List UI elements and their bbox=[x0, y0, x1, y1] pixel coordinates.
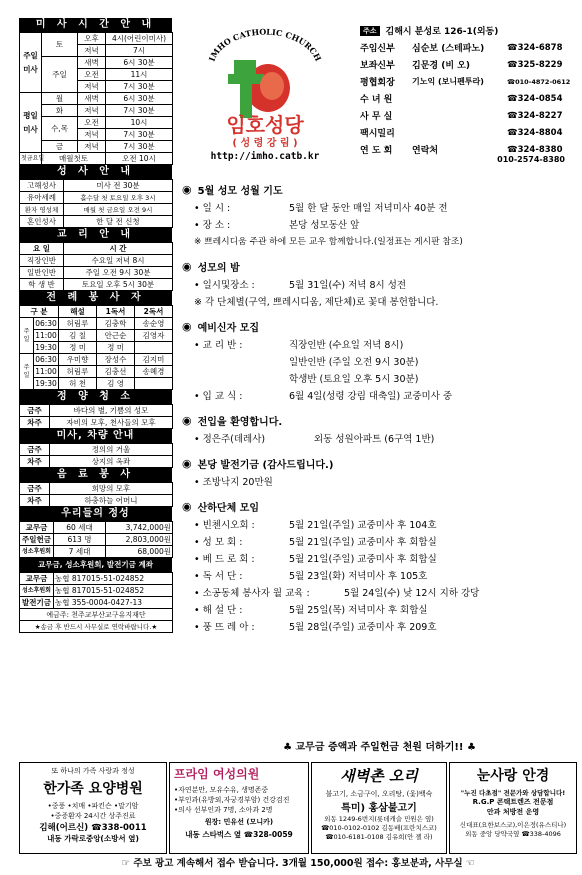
mass-day: 화 bbox=[42, 105, 78, 117]
mass-time: 7시 bbox=[106, 45, 173, 57]
liturgy-cell: 김영자 bbox=[135, 330, 173, 342]
mass-slot: 새벽 bbox=[78, 57, 106, 69]
liturgy-group: 주일 bbox=[20, 318, 34, 354]
mass-time: 6시 30분 bbox=[106, 57, 173, 69]
notice-key: • 입 교 식 : bbox=[194, 390, 243, 402]
week-label: 금주 bbox=[20, 405, 50, 417]
catechism-head: 요 일 bbox=[20, 243, 64, 255]
catechism-title: 교 리 안 내 bbox=[19, 228, 172, 242]
liturgy-time: 06:30 bbox=[35, 354, 57, 364]
catechism-time: 주일 오전 9시 30분 bbox=[64, 267, 173, 279]
contact-phone: ☎324-8804 bbox=[507, 127, 563, 138]
ad-title: 눈사랑 안경 bbox=[476, 768, 550, 784]
footer-notice: ☞ 주보 광고 계속해서 접수 받습니다. 3개월 150,000원 접수: 홍보분과, 사무실 ☜ bbox=[121, 858, 475, 869]
contact-role: 보좌신부 bbox=[360, 61, 395, 71]
liturgy-time: 19:30 bbox=[35, 378, 57, 388]
sacrament-info: 미사 전 30분 bbox=[64, 180, 173, 192]
notice-key: • 성 모 회 : bbox=[194, 536, 243, 548]
catechism-time: 수요일 저녁 8시 bbox=[64, 255, 173, 267]
ad-nursing-hospital[interactable] bbox=[19, 762, 167, 854]
first-fri-time: 오전 10시 bbox=[106, 153, 173, 165]
notice-key: • 독 서 단 : bbox=[194, 570, 243, 582]
liturgy-cell: 김지미 bbox=[135, 354, 173, 366]
mass-time: 7시 30분 bbox=[106, 105, 173, 117]
catechism bbox=[19, 228, 172, 291]
ad-line: 불고기, 소금구이, 오리탕, (옻)백숙 bbox=[325, 790, 433, 798]
liturgy-cell: 허림루 bbox=[59, 318, 97, 330]
contact-phone: ☎010-4872-0612 bbox=[507, 77, 571, 86]
ad-womens-clinic[interactable] bbox=[169, 762, 309, 854]
mass-time: 7시 30분 bbox=[106, 129, 173, 141]
mass-day: 주일 bbox=[42, 57, 78, 93]
notice-block bbox=[182, 180, 577, 249]
liturgy-cell: 정 미 bbox=[59, 342, 97, 354]
church-url: http://imho.catb.kr bbox=[210, 151, 320, 162]
contact-phone: ☎324-0854 bbox=[507, 93, 563, 104]
account-number: 농협 817015-51-024852 bbox=[54, 585, 173, 597]
notice-key: • 일시및장소 : bbox=[194, 279, 255, 291]
ad-line: •중풍 •치매 •파킨슨 •말기암 bbox=[47, 802, 139, 810]
liturgy-cell bbox=[135, 378, 173, 390]
mass-time: 10시 bbox=[106, 117, 173, 129]
church-name-ko: 임호성당 bbox=[226, 113, 304, 137]
notice-value: 5월 21일(주일) 교중미사 후 회합실 bbox=[289, 553, 437, 565]
ad-line: 내동 가락로중앙(소방서 옆) bbox=[47, 834, 139, 843]
notice-value: 5월 21일(주일) 교중미사 후 회합실 bbox=[289, 536, 437, 548]
cleaning-table bbox=[19, 404, 173, 429]
notice-block bbox=[182, 497, 577, 634]
contact-name: 연락처 bbox=[412, 146, 439, 156]
bullet-icon: ◉ bbox=[182, 182, 192, 196]
church-subtitle: ( 성 령 강 림 ) bbox=[232, 138, 298, 149]
mass-schedule bbox=[19, 18, 172, 165]
notice-value: 5월 24일(수) 낮 12시 지하 강당 bbox=[344, 587, 480, 599]
mass-slot: 저녁 bbox=[78, 141, 106, 153]
bank-accounts bbox=[19, 558, 172, 633]
offering-amount: 3,742,000원 bbox=[106, 522, 173, 534]
liturgy-cell: 송순영 bbox=[135, 318, 173, 330]
offerings-table bbox=[19, 521, 173, 558]
notice-title: 5월 성모 성월 기도 bbox=[197, 185, 283, 197]
notice-key: • 교 리 반 : bbox=[194, 339, 243, 351]
mass-day: 토 bbox=[42, 33, 78, 57]
offering-type: 주일헌금 bbox=[20, 534, 54, 546]
mass-time: 6시 30분 bbox=[106, 93, 173, 105]
notice-value: 5월 21일(주일) 교중미사 후 104호 bbox=[289, 519, 437, 531]
liturgy-cell: 우미향 bbox=[59, 354, 97, 366]
notice-key: • 일 시 : bbox=[194, 202, 231, 214]
first-fri-label: 첫금요일 bbox=[20, 153, 42, 165]
liturgy-cell: 정 미 bbox=[97, 342, 135, 354]
offering-count: 60 세대 bbox=[54, 522, 106, 534]
accounts-title: 교무금, 성소후원회, 발전기금 계좌 bbox=[19, 558, 172, 572]
notice-value: 5월 23일(화) 저녁미사 후 105호 bbox=[289, 570, 428, 582]
sunday-mass-label: 주일미사 bbox=[20, 33, 42, 93]
liturgy-table bbox=[19, 305, 173, 390]
notice-key: • 해 설 단 : bbox=[194, 604, 243, 616]
contact-phone: ☎324-8380 bbox=[507, 144, 563, 155]
offering-amount: 2,803,000원 bbox=[106, 534, 173, 546]
offering-count: 613 명 bbox=[54, 534, 106, 546]
mass-time: 4시(어린이미사) bbox=[106, 33, 173, 45]
contact-name: 기노익 (보니펜투라) bbox=[412, 77, 484, 86]
duty-group: 상지의 옥좌 bbox=[50, 456, 173, 468]
cleaning-duty bbox=[19, 390, 172, 429]
ad-phone: ☎010-6181-0108 김유희(안 젤 라) bbox=[325, 833, 433, 841]
offering-type: 성소후원회 bbox=[20, 546, 54, 558]
contact-phone: ☎325-8229 bbox=[507, 59, 563, 70]
sacraments-title: 성 사 안 내 bbox=[19, 165, 172, 179]
notice-key: • 소공동체 봉사자 월 교육 : bbox=[194, 587, 310, 599]
ad-line: •자연분만, 모유수유, 생명존중 bbox=[174, 786, 269, 794]
mass-time: 11시 bbox=[106, 69, 173, 81]
sacraments bbox=[19, 165, 172, 228]
ad-line: 안과 처방전 운영 bbox=[486, 808, 540, 816]
sacrament-info: 한 달 전 신청 bbox=[64, 216, 173, 228]
contact-role: 사 무 실 bbox=[360, 112, 393, 122]
mass-slot: 저녁 bbox=[78, 105, 106, 117]
vehicle-title: 미사, 차량 안내 bbox=[19, 429, 172, 443]
bullet-icon: ◉ bbox=[182, 319, 192, 333]
contact-role: 팩시밀리 bbox=[360, 129, 395, 139]
notice-key: • 빈첸시오회 : bbox=[194, 519, 255, 531]
liturgy-time: 06:30 bbox=[35, 318, 57, 328]
contact-phone-extra: 010-2574-8380 bbox=[497, 155, 565, 164]
mass-slot: 새벽 bbox=[78, 93, 106, 105]
notice-key: • 조방낙지 20만원 bbox=[194, 476, 273, 488]
notice-key: • 정은주(데레사) bbox=[194, 433, 266, 445]
liturgy-head: 구 분 bbox=[20, 306, 59, 318]
liturgy-group: 주일 bbox=[20, 354, 34, 390]
mass-table bbox=[19, 32, 173, 165]
notice-value: 외동 성원아파트 (6구역 1반) bbox=[314, 433, 435, 445]
notice-block bbox=[182, 454, 577, 489]
accounts-table bbox=[19, 572, 173, 633]
liturgy-cell: 허림루 bbox=[59, 366, 97, 378]
vehicle-table bbox=[19, 443, 173, 468]
liturgy-cell: 김충선 bbox=[97, 366, 135, 378]
catechism-time: 토요일 오후 5시 30분 bbox=[64, 279, 173, 291]
notice-value: 5월 25일(목) 저녁미사 후 회합실 bbox=[289, 604, 428, 616]
sacrament-info: 홀수달 첫 토요일 오후 3시 bbox=[64, 192, 173, 204]
catechism-class: 일반인반 bbox=[20, 267, 64, 279]
bullet-icon: ◉ bbox=[182, 413, 192, 427]
ad-line: 특미) 홍삼불고기 bbox=[341, 803, 417, 814]
notice-title: 산하단체 모임 bbox=[197, 502, 260, 514]
mass-slot: 오전 bbox=[78, 117, 106, 129]
account-number: 농협 817015-51-024852 bbox=[54, 573, 173, 585]
sacrament-name: 유아세례 bbox=[20, 192, 64, 204]
ad-line: 신대표(요한보스코),이은정(유스티나) bbox=[459, 821, 567, 829]
liturgy-time: 11:00 bbox=[35, 330, 57, 340]
liturgy-head: 2독서 bbox=[135, 306, 173, 318]
liturgy-time: 19:30 bbox=[35, 342, 57, 352]
mass-slot: 저녁 bbox=[78, 81, 106, 93]
sacrament-name: 환자 영성체 bbox=[20, 204, 64, 216]
mass-slot: 저녁 bbox=[78, 129, 106, 141]
duty-group: 자비의 모후, 천사들의 모후 bbox=[50, 417, 173, 429]
contact-role: 수 녀 원 bbox=[360, 95, 393, 105]
ad-line: 또 하나의 가족 사랑과 정성 bbox=[51, 767, 135, 775]
sacraments-table bbox=[19, 179, 173, 228]
notice-block bbox=[182, 257, 577, 309]
mass-slot: 오후 bbox=[78, 33, 106, 45]
mass-slot: 저녁 bbox=[78, 45, 106, 57]
drink-service bbox=[19, 468, 172, 507]
duty-group: 하충하늘 어머니 bbox=[50, 495, 173, 507]
contact-phone: ☎324-8227 bbox=[507, 110, 563, 121]
notice-block bbox=[182, 411, 577, 446]
address: 김해시 분성로 126-1(외동) bbox=[385, 27, 499, 37]
ad-line: 외동 1249-6번지(롯데캐슬 민원은 옆) bbox=[324, 815, 434, 823]
left-column bbox=[19, 18, 172, 633]
cleaning-title: 정 양 청 소 bbox=[19, 390, 172, 404]
account-number: 농협 355-0004-0427-13 bbox=[54, 597, 173, 609]
ad-line: 원장: 민유선 (모니카) bbox=[204, 818, 274, 826]
liturgy-cell: 안근순 bbox=[97, 330, 135, 342]
notice-value: 학생반 (토요일 오후 5시 30분) bbox=[289, 373, 419, 385]
first-fri-slot: 매월첫토 bbox=[42, 153, 106, 165]
bullet-icon: ◉ bbox=[182, 259, 192, 273]
week-label: 금주 bbox=[20, 483, 50, 495]
catechism-table bbox=[19, 242, 173, 291]
notice-title: 전입을 환영합니다. bbox=[197, 416, 283, 428]
ad-title: 한가족 요양병원 bbox=[43, 781, 143, 797]
drink-title: 음 료 봉 사 bbox=[19, 468, 172, 482]
contact-name: 심순보 (스테파노) bbox=[412, 44, 485, 54]
ad-phone: 외동 중앙 당약국옆 ☎338-4096 bbox=[465, 830, 561, 838]
address-badge: 주소 bbox=[360, 26, 380, 36]
liturgy-head: 해설 bbox=[59, 306, 97, 318]
mass-day: 수,목 bbox=[42, 117, 78, 141]
duty-group: 희망의 모후 bbox=[50, 483, 173, 495]
liturgy-servers bbox=[19, 291, 172, 390]
contact-block bbox=[360, 22, 575, 164]
week-label: 차주 bbox=[20, 495, 50, 507]
church-logo bbox=[200, 22, 330, 162]
church-emblem bbox=[200, 22, 330, 162]
account-type: 발전기금 bbox=[20, 597, 54, 609]
ad-phone: ☎010-0102-0102 김동배(프란치스코) bbox=[321, 824, 437, 832]
ad-line: R.G.P 콘택트렌즈 전문점 bbox=[472, 798, 554, 806]
offerings bbox=[19, 507, 172, 558]
account-type: 교무금 bbox=[20, 573, 54, 585]
liturgy-cell: 김충학 bbox=[97, 318, 135, 330]
mass-schedule-title: 미 사 시 간 안 내 bbox=[19, 18, 172, 32]
ad-line: "누진 다초점" 전문가와 상담합니다! bbox=[460, 789, 566, 797]
liturgy-cell bbox=[135, 342, 173, 354]
contact-phone: ☎324-6878 bbox=[507, 42, 563, 53]
liturgy-cell: 김 영 bbox=[97, 378, 135, 390]
svg-text:IMHO CATHOLIC CHURCH bbox=[206, 27, 323, 64]
ad-line: •부인과(유방외,자궁경부암) 건강검진 bbox=[174, 796, 290, 804]
contact-role: 평협회장 bbox=[360, 78, 395, 88]
contact-role: 연 도 회 bbox=[360, 146, 393, 156]
notice-value: 5월 28일(주일) 교중미사 후 209호 bbox=[289, 621, 437, 633]
liturgy-cell: 허 천 bbox=[59, 378, 97, 390]
offering-count: 7 세대 bbox=[54, 546, 106, 558]
liturgy-cell: 송혜경 bbox=[135, 366, 173, 378]
notices bbox=[182, 180, 577, 642]
contact-role: 주임신부 bbox=[360, 44, 395, 54]
liturgy-title: 전 례 봉 사 자 bbox=[19, 291, 172, 305]
account-note: ★송금 후 반드시 사무실로 연락바랍니다.★ bbox=[20, 621, 173, 633]
ad-line: •의사 선부인과 7명, 소아과 2명 bbox=[174, 806, 273, 814]
bullet-icon: ◉ bbox=[182, 499, 192, 513]
notice-value: 6월 4일(성령 강림 대축일) 교중미사 중 bbox=[289, 390, 453, 402]
drink-table bbox=[19, 482, 173, 507]
duty-group: 정의의 거울 bbox=[50, 444, 173, 456]
notice-key: • 풍 뜨 레 아 : bbox=[194, 621, 255, 633]
notice-title: 예비신자 모집 bbox=[197, 322, 260, 334]
liturgy-time: 11:00 bbox=[35, 366, 57, 376]
notice-value: 5월 31일(수) 저녁 8시 성전 bbox=[289, 279, 407, 291]
church-name-en: IMHO CATHOLIC CHURCH bbox=[206, 26, 324, 63]
catechism-class: 직장인반 bbox=[20, 255, 64, 267]
account-type: 성소후원회 bbox=[20, 585, 54, 597]
bullet-icon: ◉ bbox=[182, 456, 192, 470]
vehicle-guide bbox=[19, 429, 172, 468]
liturgy-head: 1독서 bbox=[97, 306, 135, 318]
notice-key: • 베 드 로 회 : bbox=[194, 553, 255, 565]
ad-phone: 김해(어르신) ☎338-0011 bbox=[39, 823, 147, 833]
sacrament-name: 혼인성사 bbox=[20, 216, 64, 228]
offering-amount: 68,000원 bbox=[106, 546, 173, 558]
liturgy-cell: 장성수 bbox=[97, 354, 135, 366]
duty-group: 바다의 별, 기쁨의 성모 bbox=[50, 405, 173, 417]
notice-value: 일반인반 (주일 오전 9시 30분) bbox=[289, 356, 419, 368]
mass-day: 월 bbox=[42, 93, 78, 105]
account-holder: 예금주: 천주교부산교구유지재단 bbox=[20, 609, 173, 621]
week-label: 차주 bbox=[20, 417, 50, 429]
mass-time: 7시 30분 bbox=[106, 141, 173, 153]
ad-title: 새벽촌 오리 bbox=[340, 767, 418, 785]
liturgy-cell: 김 칠 bbox=[59, 330, 97, 342]
ad-optical-shop[interactable] bbox=[449, 762, 577, 854]
notice-value: 5월 한 달 동안 매일 저녁미사 40분 전 bbox=[289, 202, 448, 214]
mass-slot: 오전 bbox=[78, 69, 106, 81]
weekday-mass-label: 평일미사 bbox=[20, 93, 42, 153]
ad-duck-restaurant[interactable] bbox=[311, 762, 447, 854]
notice-value: ※ 각 단체별(구역, 쁘레시디움, 제단체)로 꽃대 봉헌합니다. bbox=[194, 296, 439, 308]
mass-day: 금 bbox=[42, 141, 78, 153]
notice-value: 직장인반 (수요일 저녁 8시) bbox=[289, 339, 404, 351]
notice-value: 본당 성모동산 앞 bbox=[289, 219, 360, 231]
week-label: 차주 bbox=[20, 456, 50, 468]
ads-area bbox=[19, 762, 577, 854]
closing-message: ♣ 교무금 증액과 주일헌금 천원 더하기!! ♣ bbox=[283, 742, 476, 753]
notice-title: 본당 발전기금 (감사드립니다.) bbox=[197, 459, 334, 471]
notice-key: • 장 소 : bbox=[194, 219, 231, 231]
ad-line: •중증환자 24시간 상주진료 bbox=[50, 812, 136, 820]
contact-name: 김문경 (비 오) bbox=[412, 61, 470, 71]
offerings-title: 우리들의 정성 bbox=[19, 507, 172, 521]
notice-block bbox=[182, 317, 577, 403]
notice-title: 성모의 밤 bbox=[197, 262, 240, 274]
week-label: 금주 bbox=[20, 444, 50, 456]
sacrament-name: 고해성사 bbox=[20, 180, 64, 192]
catechism-head: 시 간 bbox=[64, 243, 173, 255]
catechism-class: 학 생 반 bbox=[20, 279, 64, 291]
offering-type: 교무금 bbox=[20, 522, 54, 534]
notice-value: ※ 쁘레시디움 주관 하에 모든 교우 함께합니다.(일정표는 게시판 참조) bbox=[194, 237, 463, 247]
mass-time: 7시 30분 bbox=[106, 81, 173, 93]
ad-phone: 내동 스타벅스 옆 ☎328-0059 bbox=[185, 830, 293, 839]
ad-title: 프라임 여성의원 bbox=[174, 767, 260, 781]
sacrament-info: 매월 첫 금요일 오전 9시 bbox=[64, 204, 173, 216]
